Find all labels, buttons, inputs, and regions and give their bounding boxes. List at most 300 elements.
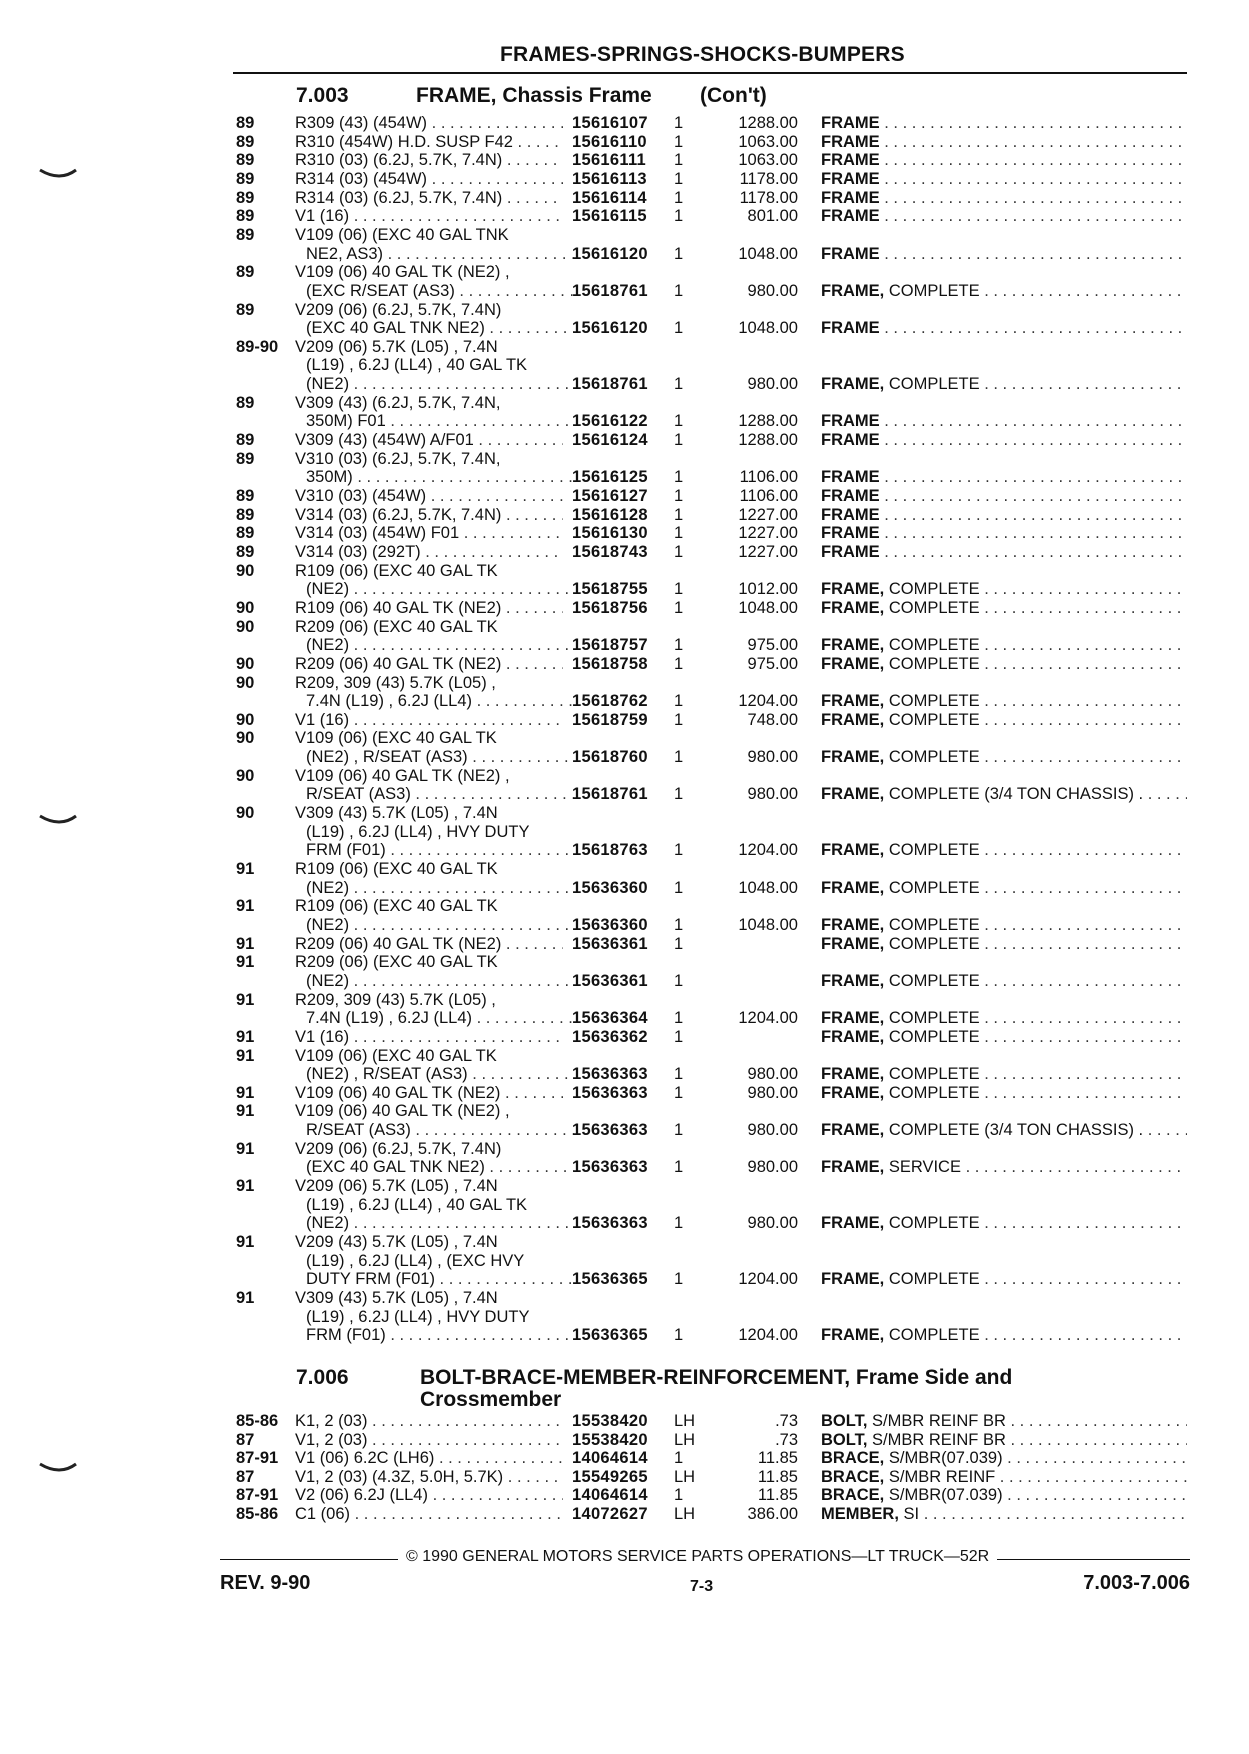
part-name-detail: COMPLETE	[888, 1009, 980, 1028]
model-year: 89	[236, 263, 255, 282]
part-number: 14064614	[572, 1486, 648, 1505]
page-footer	[220, 1548, 1190, 1598]
part-name-primary: MEMBER,	[821, 1505, 899, 1523]
table-row	[0, 767, 1249, 786]
table-row	[0, 375, 1249, 394]
part-name-primary: FRAME,	[821, 281, 885, 300]
table-row	[0, 1121, 1249, 1140]
price: 1288.00	[738, 431, 798, 450]
part-name-detail: S/MBR(07.039)	[888, 1486, 1003, 1505]
price: 975.00	[747, 636, 798, 655]
part-name-primary: FRAME	[821, 114, 880, 132]
application-description: V1, 2 (03) . . .	[295, 1431, 563, 1450]
price: 801.00	[747, 207, 798, 226]
model-year: 89	[236, 151, 255, 170]
part-name-primary: FRAME,	[821, 1270, 885, 1289]
quantity: 1	[674, 319, 684, 338]
part-name-detail: COMPLETE	[888, 692, 980, 711]
price: 1227.00	[738, 505, 798, 524]
price: 1227.00	[738, 524, 798, 543]
part-name	[821, 599, 1187, 618]
application-description: 350M) F01 . . .	[306, 412, 574, 431]
part-name	[821, 580, 1187, 599]
model-year: 89	[236, 431, 255, 450]
part-name-detail: SI	[903, 1505, 920, 1523]
price: 1063.00	[738, 132, 798, 151]
table-row	[0, 1449, 1249, 1468]
quantity: 1	[674, 281, 684, 300]
model-year: 89-90	[236, 337, 279, 356]
part-name-primary: FRAME	[821, 151, 880, 170]
section-title: FRAME, Chassis Frame	[416, 84, 652, 107]
part-name-detail: COMPLETE	[888, 1326, 980, 1345]
table-row	[0, 674, 1249, 693]
part-name-primary: FRAME,	[821, 748, 885, 767]
quantity: 1	[674, 542, 684, 561]
part-number: 15616130	[572, 524, 648, 543]
part-name-detail: COMPLETE	[888, 636, 980, 655]
application-description: (L19) , 6.2J (LL4) , 40 GAL TK	[306, 1195, 528, 1214]
quantity: 1	[674, 524, 684, 543]
part-name-detail: COMPLETE	[888, 1027, 980, 1046]
table-row	[0, 692, 1249, 711]
part-name	[821, 1486, 1187, 1505]
table-row	[0, 991, 1249, 1010]
application-description: R209 (06) (EXC 40 GAL TK	[295, 617, 498, 636]
part-name-detail: COMPLETE	[888, 748, 980, 767]
part-name-primary: FRAME	[821, 319, 880, 338]
part-name-detail: COMPLETE	[888, 580, 980, 599]
quantity: 1	[674, 654, 684, 673]
part-name-primary: FRAME	[821, 244, 880, 263]
application-description: R109 (06) (EXC 40 GAL TK	[295, 561, 498, 580]
part-number: 15618757	[572, 636, 648, 655]
model-year: 90	[236, 617, 255, 636]
table-row	[0, 953, 1249, 972]
model-year: 91	[236, 860, 255, 878]
application-description: DUTY FRM (F01) . . .	[306, 1270, 574, 1289]
section-title-line2: Crossmember	[420, 1388, 562, 1411]
revision: REV. 9-90	[220, 1572, 311, 1594]
part-name-detail: COMPLETE (3/4 TON CHASSIS) .	[888, 1121, 1144, 1140]
model-year: 85-86	[236, 1412, 279, 1430]
part-number: 15618759	[572, 710, 648, 729]
model-year: 90	[236, 804, 255, 823]
part-name	[821, 636, 1187, 655]
quantity: 1	[674, 580, 684, 599]
part-name-primary: FRAME	[821, 487, 880, 505]
price: 980.00	[747, 1083, 798, 1102]
model-year: 87	[236, 1467, 255, 1486]
application-description: V1 (16) . . .	[295, 1028, 563, 1047]
part-name	[821, 151, 1187, 170]
table-row	[0, 935, 1249, 954]
price: 386.00	[747, 1505, 798, 1523]
table-row	[0, 860, 1249, 879]
part-name-detail: COMPLETE	[888, 878, 980, 897]
part-number: 15636365	[572, 1270, 648, 1289]
price: 748.00	[747, 710, 798, 729]
part-name	[821, 1412, 1187, 1431]
quantity: 1	[674, 785, 684, 804]
application-description: (NE2) , R/SEAT (AS3) . . .	[306, 748, 574, 767]
part-name	[821, 468, 1187, 487]
application-description: (NE2) . . .	[306, 879, 574, 898]
part-number: 15616128	[572, 505, 648, 524]
part-number: 15616120	[572, 319, 648, 338]
model-year: 90	[236, 673, 255, 692]
part-name-primary: FRAME,	[821, 598, 885, 617]
part-name	[821, 879, 1187, 898]
model-year: 91	[236, 897, 255, 916]
part-name	[821, 1084, 1187, 1103]
part-name-primary: FRAME,	[821, 841, 885, 860]
quantity: 1	[674, 1083, 684, 1102]
part-name-primary: FRAME,	[821, 1027, 885, 1046]
table-row	[0, 1308, 1249, 1327]
quantity: LH	[674, 1430, 696, 1449]
application-description: R314 (03) (6.2J, 5.7K, 7.4N) . . .	[295, 189, 563, 208]
application-description: R109 (06) (EXC 40 GAL TK	[295, 897, 498, 916]
part-name-detail: COMPLETE	[888, 1270, 980, 1289]
part-number: 15616124	[572, 431, 648, 450]
part-name-detail: COMPLETE	[888, 710, 980, 729]
section-range: 7.003-7.006	[1083, 1572, 1190, 1594]
quantity: LH	[674, 1505, 696, 1523]
table-row	[0, 207, 1249, 226]
part-name	[821, 114, 1187, 133]
model-year: 90	[236, 598, 255, 617]
quantity: 1	[674, 431, 684, 450]
part-name-detail: COMPLETE	[888, 915, 980, 934]
quantity: 1	[674, 841, 684, 860]
application-description: V309 (43) (6.2J, 5.7K, 7.4N,	[295, 393, 501, 412]
application-description: R209 (06) 40 GAL TK (NE2) . . .	[295, 935, 563, 954]
part-name-detail: COMPLETE	[888, 654, 980, 673]
binder-hole-mark	[38, 812, 78, 828]
part-number: 15636364	[572, 1009, 648, 1028]
table-row	[0, 1412, 1249, 1431]
application-description: R209 (06) (EXC 40 GAL TK	[295, 953, 498, 972]
price: 975.00	[747, 654, 798, 673]
part-name	[821, 785, 1187, 804]
quantity: 1	[674, 1449, 684, 1468]
part-name	[821, 524, 1187, 543]
application-description: R109 (06) (EXC 40 GAL TK	[295, 860, 498, 878]
part-name-detail: COMPLETE (3/4 TON CHASSIS) .	[888, 785, 1144, 804]
price: 1204.00	[738, 841, 798, 860]
application-description: (NE2) . . .	[306, 972, 574, 991]
part-name-primary: FRAME	[821, 431, 880, 450]
part-name-primary: FRAME,	[821, 710, 885, 729]
part-name-primary: FRAME	[821, 542, 880, 561]
application-description: FRM (F01) . . .	[306, 1326, 574, 1345]
price: 1012.00	[738, 580, 798, 599]
part-number: 15636360	[572, 915, 648, 934]
section-title: BOLT-BRACE-MEMBER-REINFORCEMENT, Frame Side and	[420, 1366, 1013, 1389]
table-row	[0, 301, 1249, 320]
quantity: 1	[674, 1027, 684, 1046]
quantity: 1	[674, 934, 684, 953]
model-year: 89	[236, 114, 255, 132]
quantity: 1	[674, 1326, 684, 1345]
application-description: (L19) , 6.2J (LL4) , HVY DUTY	[306, 1307, 530, 1326]
table-row	[0, 487, 1249, 506]
part-number: 15636360	[572, 878, 648, 897]
part-name	[821, 1270, 1187, 1289]
application-description: V109 (06) (EXC 40 GAL TNK	[295, 225, 509, 244]
part-name-primary: FRAME,	[821, 580, 885, 599]
model-year: 89	[236, 225, 255, 244]
model-year: 91	[236, 1177, 255, 1196]
part-name-primary: FRAME,	[821, 1009, 885, 1028]
part-number: 15618743	[572, 542, 648, 561]
part-name	[821, 282, 1187, 301]
price: .73	[775, 1412, 798, 1430]
application-description: V109 (06) (EXC 40 GAL TK	[295, 729, 497, 748]
table-row	[0, 282, 1249, 301]
application-description: V314 (03) (6.2J, 5.7K, 7.4N) . . .	[295, 506, 563, 525]
part-number: 15636363	[572, 1158, 648, 1177]
copyright: © 1990 GENERAL MOTORS SERVICE PARTS OPERATIONS—LT TRUCK—52R	[398, 1548, 997, 1566]
part-name-detail: COMPLETE	[888, 934, 980, 953]
part-number: 15618760	[572, 748, 648, 767]
part-number: 15618756	[572, 598, 648, 617]
part-name	[821, 245, 1187, 264]
application-description: R314 (03) (454W) . . .	[295, 170, 563, 189]
part-name	[821, 1326, 1187, 1345]
application-description: (EXC R/SEAT (AS3) . . .	[306, 282, 574, 301]
part-name-detail: COMPLETE	[888, 841, 980, 860]
part-name	[821, 841, 1187, 860]
model-year: 91	[236, 953, 255, 972]
model-year: 91	[236, 1046, 255, 1065]
table-row	[0, 263, 1249, 282]
application-description: K1, 2 (03) . . .	[295, 1412, 563, 1431]
part-name-primary: FRAME,	[821, 1121, 885, 1140]
table-row	[0, 729, 1249, 748]
table-row	[0, 599, 1249, 618]
part-name-primary: FRAME,	[821, 878, 885, 897]
table-row	[0, 1102, 1249, 1121]
part-number: 15618755	[572, 580, 648, 599]
quantity: 1	[674, 169, 684, 188]
price: 11.85	[757, 1486, 798, 1505]
table-row	[0, 1270, 1249, 1289]
price: 11.85	[757, 1467, 798, 1486]
price: 11.85	[757, 1449, 798, 1468]
part-number: 15618761	[572, 785, 648, 804]
quantity: 1	[674, 1065, 684, 1084]
part-name-primary: FRAME,	[821, 1326, 885, 1345]
part-name-primary: FRAME,	[821, 654, 885, 673]
part-name-primary: FRAME	[821, 207, 880, 226]
table-row	[0, 897, 1249, 916]
part-number: 15636362	[572, 1027, 648, 1046]
model-year: 89	[236, 524, 255, 543]
table-row	[0, 1326, 1249, 1345]
table-row	[0, 394, 1249, 413]
price: 1204.00	[738, 692, 798, 711]
part-name-primary: FRAME,	[821, 375, 885, 394]
part-name-primary: FRAME	[821, 505, 880, 524]
part-name	[821, 170, 1187, 189]
table-row	[0, 841, 1249, 860]
table-row	[0, 114, 1249, 133]
model-year: 89	[236, 449, 255, 468]
table-row	[0, 338, 1249, 357]
application-description: V309 (43) 5.7K (L05) , 7.4N	[295, 1288, 498, 1307]
part-name-primary: FRAME,	[821, 1065, 885, 1084]
table-row	[0, 580, 1249, 599]
part-number: 15636363	[572, 1121, 648, 1140]
quantity: 1	[674, 692, 684, 711]
table-row	[0, 319, 1249, 338]
price: 1288.00	[738, 412, 798, 431]
model-year: 91	[236, 1233, 255, 1251]
binder-hole-mark	[38, 166, 78, 182]
part-name	[821, 133, 1187, 152]
part-name	[821, 972, 1187, 991]
table-row	[0, 1084, 1249, 1103]
quantity: 1	[674, 375, 684, 394]
binder-hole-mark	[38, 1460, 78, 1476]
table-row	[0, 1028, 1249, 1047]
quantity: 1	[674, 710, 684, 729]
part-name	[821, 655, 1187, 674]
part-number: 15538420	[572, 1412, 648, 1430]
application-description: V209 (43) 5.7K (L05) , 7.4N	[295, 1233, 498, 1251]
application-description: R310 (03) (6.2J, 5.7K, 7.4N) . . .	[295, 151, 563, 170]
table-row	[0, 1214, 1249, 1233]
application-description: (NE2) . . .	[306, 1214, 574, 1233]
part-number: 15636361	[572, 934, 648, 953]
part-name-primary: BRACE,	[821, 1449, 885, 1468]
table-row	[0, 636, 1249, 655]
quantity: 1	[674, 505, 684, 524]
price: 1204.00	[738, 1009, 798, 1028]
part-name	[821, 207, 1187, 226]
part-name-primary: FRAME	[821, 524, 880, 543]
part-number: 15636365	[572, 1326, 648, 1345]
application-description: (NE2) . . .	[306, 580, 574, 599]
application-description: V109 (06) 40 GAL TK (NE2) ,	[295, 766, 510, 785]
price: 1178.00	[739, 169, 798, 188]
table-row	[0, 1289, 1249, 1308]
quantity: 1	[674, 412, 684, 431]
part-name	[821, 1065, 1187, 1084]
table-row	[0, 1486, 1249, 1505]
part-name	[821, 916, 1187, 935]
section-number: 7.006	[296, 1366, 349, 1389]
part-name	[821, 487, 1187, 506]
part-number: 15549265	[572, 1467, 648, 1486]
quantity: 1	[674, 132, 684, 151]
application-description: V1 (06) 6.2C (LH6) . . .	[295, 1449, 563, 1468]
part-name	[821, 1158, 1187, 1177]
application-description: V209 (06) (6.2J, 5.7K, 7.4N)	[295, 300, 502, 319]
price: 1048.00	[738, 598, 798, 617]
part-name	[821, 748, 1187, 767]
part-number: 15636361	[572, 971, 648, 990]
table-row	[0, 170, 1249, 189]
quantity: 1	[674, 207, 684, 226]
table-row	[0, 916, 1249, 935]
part-name-primary: FRAME	[821, 132, 880, 151]
price: .73	[775, 1430, 798, 1449]
application-description: 7.4N (L19) , 6.2J (LL4) . . .	[306, 692, 574, 711]
quantity: 1	[674, 748, 684, 767]
application-description: (EXC 40 GAL TNK NE2) . . .	[306, 319, 574, 338]
quantity: 1	[674, 1486, 684, 1505]
part-name	[821, 1028, 1187, 1047]
application-description: R209, 309 (43) 5.7K (L05) ,	[295, 990, 496, 1009]
part-number: 15616111	[572, 151, 646, 170]
model-year: 89	[236, 542, 255, 561]
part-name-primary: BOLT,	[821, 1412, 868, 1430]
part-name	[821, 1431, 1187, 1450]
part-name	[821, 1121, 1187, 1140]
part-number: 15616127	[572, 487, 648, 505]
price: 1204.00	[738, 1270, 798, 1289]
table-row	[0, 804, 1249, 823]
model-year: 90	[236, 729, 255, 748]
part-number: 15616107	[572, 114, 648, 132]
table-row	[0, 748, 1249, 767]
model-year: 89	[236, 207, 255, 226]
part-name-primary: FRAME	[821, 412, 880, 431]
part-name-detail: S/MBR REINF BR	[872, 1430, 1006, 1449]
part-name-detail: COMPLETE	[888, 375, 980, 394]
table-row	[0, 711, 1249, 730]
application-description: C1 (06) . . .	[295, 1505, 563, 1524]
price: 1063.00	[738, 151, 798, 170]
part-name-primary: FRAME,	[821, 636, 885, 655]
application-description: V209 (06) 5.7K (L05) , 7.4N	[295, 337, 498, 356]
part-name	[821, 1505, 1187, 1524]
page-number: 7-3	[690, 1578, 714, 1595]
part-name	[821, 711, 1187, 730]
part-name-primary: BOLT,	[821, 1430, 868, 1449]
part-number: 15618762	[572, 692, 648, 711]
application-description: (NE2) . . .	[306, 375, 574, 394]
application-description: FRM (F01) . . .	[306, 841, 574, 860]
model-year: 89	[236, 300, 255, 319]
application-description: V2 (06) 6.2J (LL4) . . .	[295, 1486, 563, 1505]
price: 980.00	[747, 1121, 798, 1140]
part-name-primary: FRAME,	[821, 692, 885, 711]
table-row	[0, 189, 1249, 208]
part-number: 15618758	[572, 654, 648, 673]
price: 1048.00	[738, 878, 798, 897]
table-row	[0, 1233, 1249, 1252]
table-row	[0, 1431, 1249, 1450]
application-description: 350M) . . .	[306, 468, 574, 487]
quantity: 1	[674, 1158, 684, 1177]
application-description: (NE2) . . .	[306, 636, 574, 655]
application-description: (L19) , 6.2J (LL4) , (EXC HVY	[306, 1251, 525, 1270]
quantity: 1	[674, 971, 684, 990]
price: 980.00	[747, 375, 798, 394]
part-name	[821, 506, 1187, 525]
model-year: 85-86	[236, 1505, 279, 1523]
part-name-primary: FRAME,	[821, 1158, 885, 1177]
part-name-primary: FRAME,	[821, 785, 885, 804]
part-number: 15636363	[572, 1083, 648, 1102]
application-description: V209 (06) 5.7K (L05) , 7.4N	[295, 1177, 498, 1196]
application-description: V209 (06) (6.2J, 5.7K, 7.4N)	[295, 1139, 502, 1158]
price: 1048.00	[738, 319, 798, 338]
